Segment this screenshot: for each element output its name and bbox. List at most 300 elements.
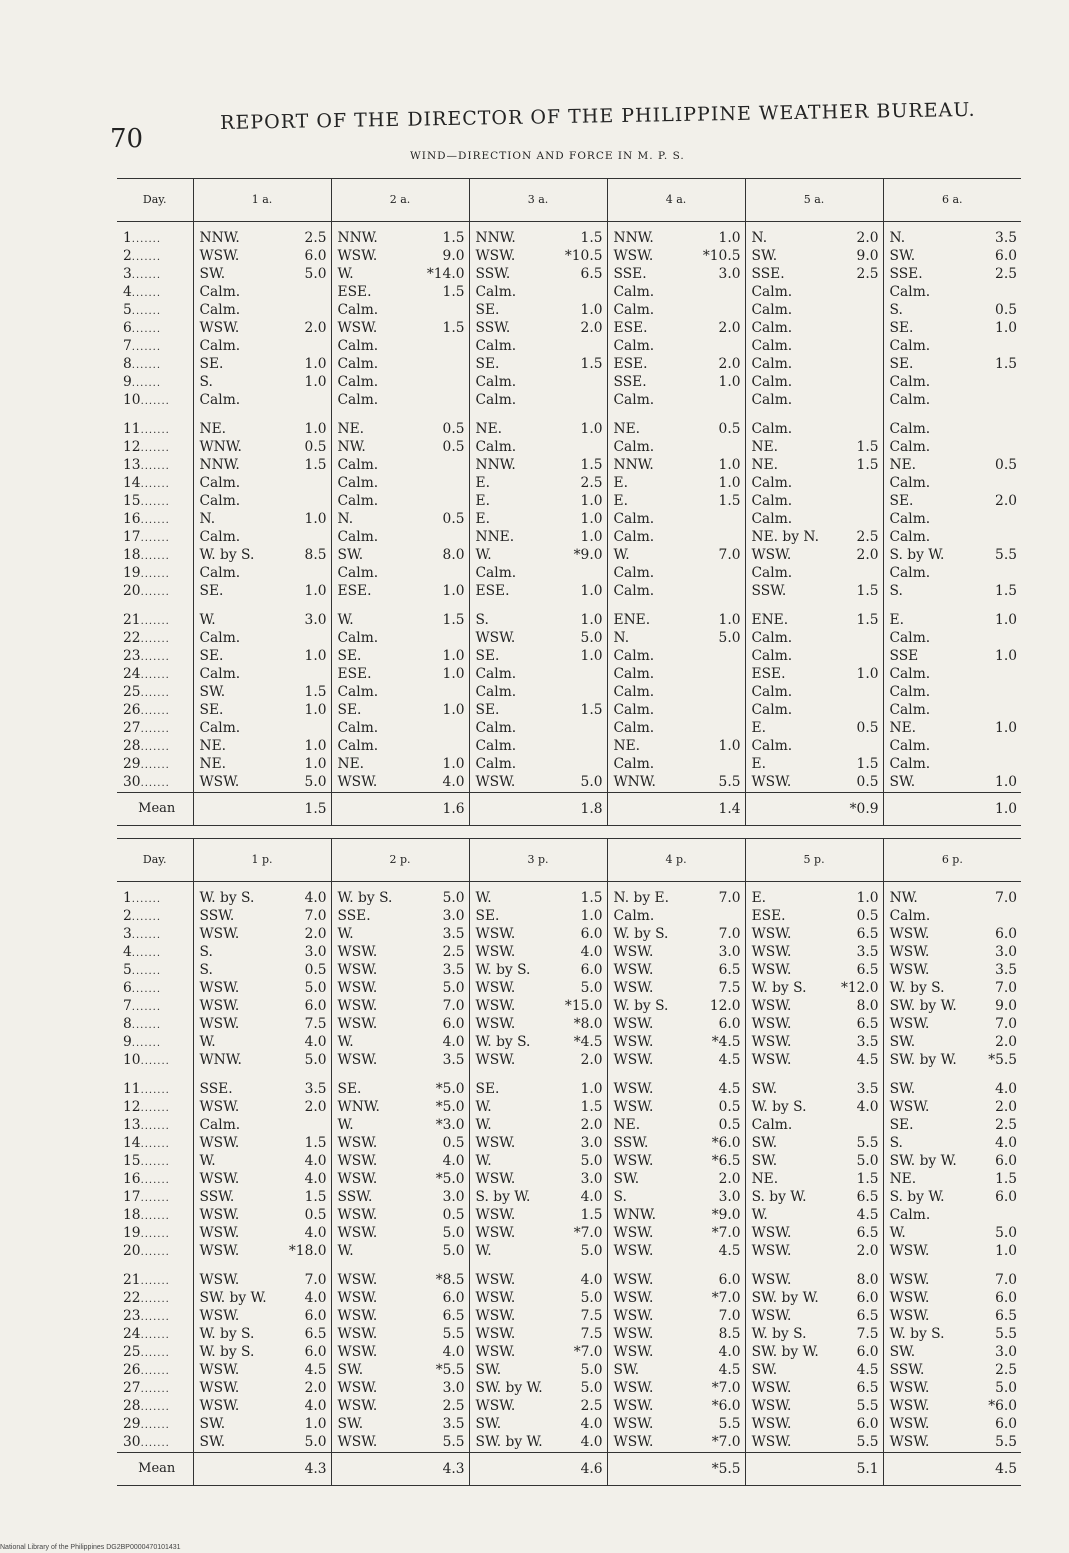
wind-direction: Calm. (883, 738, 971, 756)
wind-force: 4.5 (304, 1362, 327, 1378)
wind-force: 1.0 (995, 1243, 1018, 1259)
day-number: 8 (123, 356, 132, 372)
mean-spacer (883, 1453, 971, 1486)
wind-direction: WSW. (607, 1070, 695, 1099)
wind-force: 1.5 (718, 493, 741, 509)
wind-direction: WSW. (607, 944, 695, 962)
wind-force: 6.0 (442, 1290, 465, 1306)
wind-force: *5.5 (435, 1362, 465, 1378)
wind-force: *15.0 (564, 998, 603, 1014)
wind-direction: N. (193, 511, 281, 529)
wind-force: 5.0 (580, 1243, 603, 1259)
wind-direction: WSW. (331, 1326, 419, 1344)
day-number: 25 (123, 1344, 141, 1360)
wind-direction: WSW. (607, 1326, 695, 1344)
leader-dots: ....... (140, 533, 170, 544)
wind-direction: S. (469, 601, 557, 630)
wind-force (557, 666, 607, 684)
wind-direction: WSW. (469, 1171, 557, 1189)
wind-direction: NE. (193, 738, 281, 756)
day-cell (117, 410, 193, 439)
table-row (117, 302, 1021, 320)
wind-direction: WSW. (607, 1153, 695, 1171)
wind-force: 5.5 (995, 1326, 1018, 1342)
wind-force (833, 284, 883, 302)
wind-direction: SW. (607, 1171, 695, 1189)
table-row (117, 1070, 1021, 1099)
wind-force: 1.0 (995, 320, 1017, 336)
wind-force: 1.5 (442, 284, 465, 300)
leader-dots: ....... (140, 1420, 170, 1431)
wind-direction: SW. (745, 1135, 833, 1153)
day-cell (117, 720, 193, 738)
wind-direction: WSW. (607, 1261, 695, 1290)
wind-direction: WSW. (607, 1052, 695, 1070)
wind-direction: Calm. (883, 374, 971, 392)
table-row (117, 1261, 1021, 1290)
wind-direction: SE. (193, 648, 281, 666)
wind-force: 7.5 (580, 1308, 603, 1324)
wind-force: 7.0 (718, 926, 741, 942)
wind-direction: WSW. (331, 1052, 419, 1070)
wind-direction: WSW. (469, 1344, 557, 1362)
wind-force (281, 338, 331, 356)
wind-direction: ENE. (745, 601, 833, 630)
day-header: Day. (117, 179, 193, 222)
day-cell (117, 392, 193, 410)
wind-force: 2.5 (442, 1398, 465, 1414)
day-cell (117, 666, 193, 684)
wind-direction: Calm. (469, 392, 557, 410)
wind-force (833, 392, 883, 410)
leader-dots: ....... (131, 966, 162, 977)
wind-direction: W. by S. (193, 882, 281, 909)
wind-direction: SSE. (193, 1070, 281, 1099)
wind-direction: SE. (469, 1070, 557, 1099)
mean-spacer (331, 1453, 419, 1486)
wind-direction: Calm. (607, 756, 695, 774)
wind-force: 6.5 (856, 1016, 879, 1032)
day-cell (117, 1261, 193, 1290)
wind-direction: SSW. (469, 266, 557, 284)
day-number: 18 (123, 547, 141, 563)
wind-direction: SSE. (883, 266, 971, 284)
wind-force (971, 666, 1021, 684)
wind-force: 8.5 (718, 1326, 741, 1342)
wind-force (971, 374, 1021, 392)
wind-force (419, 493, 469, 511)
wind-direction: Calm. (607, 702, 695, 720)
wind-force: 7.0 (304, 908, 327, 924)
wind-direction: Calm. (607, 284, 695, 302)
wind-force (971, 511, 1021, 529)
day-cell (117, 1034, 193, 1052)
day-number: 15 (123, 1153, 141, 1169)
wind-direction: W. (469, 1099, 557, 1117)
wind-direction: S. by W. (745, 1189, 833, 1207)
header-row (117, 839, 1021, 882)
wind-force: 4.0 (580, 1272, 603, 1288)
wind-force: 5.0 (442, 1243, 465, 1259)
wind-force: 1.0 (304, 702, 327, 718)
wind-force: *10.5 (564, 248, 603, 264)
wind-direction: E. (469, 493, 557, 511)
wind-force (971, 738, 1021, 756)
leader-dots: ....... (140, 1366, 170, 1377)
day-number: 7 (123, 998, 132, 1014)
table-row (117, 926, 1021, 944)
wind-force: 7.0 (718, 547, 741, 563)
table-row (117, 601, 1021, 630)
mean-value: 1.4 (695, 793, 745, 826)
wind-direction: Calm. (331, 356, 419, 374)
wind-force: 3.0 (718, 944, 741, 960)
wind-force (281, 392, 331, 410)
day-number: 9 (123, 374, 132, 390)
table-row (117, 266, 1021, 284)
wind-direction: WSW. (193, 1380, 281, 1398)
wind-direction: Calm. (607, 338, 695, 356)
wind-force (695, 392, 745, 410)
day-cell (117, 980, 193, 998)
wind-direction: W. by S. (469, 962, 557, 980)
table-row (117, 222, 1021, 249)
wind-force: 4.0 (580, 1416, 603, 1432)
wind-force (557, 756, 607, 774)
day-number: 11 (123, 1081, 141, 1097)
wind-force: 9.0 (856, 248, 879, 264)
day-number: 27 (123, 1380, 141, 1396)
wind-force (419, 720, 469, 738)
day-number: 5 (123, 962, 132, 978)
wind-direction: W. by S. (745, 980, 833, 998)
wind-force: 6.0 (718, 1016, 741, 1032)
wind-direction: S. (883, 1135, 971, 1153)
day-cell (117, 493, 193, 511)
wind-force: 5.5 (995, 1434, 1018, 1450)
wind-direction: Calm. (745, 1117, 833, 1135)
wind-force: 3.5 (442, 1416, 465, 1432)
wind-force: *5.0 (435, 1081, 465, 1097)
wind-force (833, 1117, 883, 1135)
day-number: 12 (123, 1099, 141, 1115)
wind-direction: W. (331, 1243, 419, 1261)
wind-direction: S. (193, 944, 281, 962)
leader-dots: ....... (140, 461, 170, 472)
wind-force: 2.5 (856, 529, 879, 545)
leader-dots: ....... (131, 342, 162, 353)
wind-table-afternoon (117, 838, 1021, 1486)
wind-direction: Calm. (745, 392, 833, 410)
wind-direction: WNW. (607, 774, 695, 793)
wind-direction: SE. (331, 1070, 419, 1099)
wind-direction: Calm. (469, 666, 557, 684)
wind-force: 2.0 (580, 1052, 603, 1068)
wind-direction: WSW. (193, 320, 281, 338)
table-row (117, 529, 1021, 547)
day-number: 9 (123, 1034, 132, 1050)
table-row (117, 684, 1021, 702)
wind-force: 7.5 (304, 1016, 327, 1032)
wind-force: 1.0 (856, 666, 879, 682)
wind-force: 6.5 (856, 962, 879, 978)
wind-force: 3.0 (442, 1380, 465, 1396)
day-number: 16 (123, 511, 141, 527)
wind-direction: Calm. (193, 630, 281, 648)
wind-direction: WSW. (331, 1380, 419, 1398)
wind-force: 1.0 (304, 738, 327, 754)
wind-force: 5.0 (580, 774, 603, 790)
wind-direction: S. (883, 583, 971, 601)
wind-force: 3.5 (442, 962, 465, 978)
wind-force: 4.0 (442, 774, 465, 790)
wind-force: 4.0 (718, 1344, 741, 1360)
wind-force: 6.0 (580, 962, 603, 978)
table-row (117, 1171, 1021, 1189)
wind-force: 5.0 (718, 630, 741, 646)
leader-dots: ....... (140, 587, 170, 598)
wind-force (419, 630, 469, 648)
day-cell (117, 248, 193, 266)
day-cell (117, 1326, 193, 1344)
wind-force: 2.0 (304, 1099, 327, 1115)
wind-force (557, 338, 607, 356)
leader-dots: ....... (140, 396, 170, 407)
wind-force: 1.0 (304, 421, 327, 437)
wind-direction: Calm. (469, 439, 557, 457)
wind-force (419, 338, 469, 356)
day-number: 6 (123, 320, 132, 336)
wind-direction: WSW. (331, 1171, 419, 1189)
wind-direction: Calm. (745, 338, 833, 356)
wind-direction: WSW. (883, 962, 971, 980)
wind-force: 3.0 (304, 944, 327, 960)
day-cell (117, 1380, 193, 1398)
wind-force: 6.5 (995, 1308, 1018, 1324)
wind-direction: ESE. (469, 583, 557, 601)
day-cell (117, 511, 193, 529)
wind-direction: WSW. (883, 1434, 971, 1453)
table-row (117, 457, 1021, 475)
leader-dots: ....... (131, 360, 162, 371)
table-row (117, 980, 1021, 998)
wind-force: 5.0 (442, 980, 465, 996)
wind-force: 0.5 (856, 774, 879, 790)
wind-direction: Calm. (607, 720, 695, 738)
wind-force: 1.0 (718, 457, 741, 473)
wind-force: 2.0 (995, 1099, 1018, 1115)
wind-direction: Calm. (469, 756, 557, 774)
wind-force: *9.0 (711, 1207, 741, 1223)
table-row (117, 320, 1021, 338)
wind-direction: WSW. (331, 944, 419, 962)
wind-direction: WSW. (745, 774, 833, 793)
wind-force (419, 738, 469, 756)
wind-force (971, 439, 1021, 457)
day-cell (117, 1117, 193, 1135)
day-number: 13 (123, 1117, 141, 1133)
wind-direction: W. (469, 1153, 557, 1171)
wind-force: 1.5 (856, 439, 879, 455)
wind-direction: WSW. (883, 1099, 971, 1117)
wind-force: 5.0 (442, 890, 465, 906)
wind-direction: NNW. (469, 222, 557, 249)
wind-force (971, 410, 1021, 439)
day-cell (117, 547, 193, 565)
wind-force: 4.5 (856, 1052, 879, 1068)
wind-force: 8.5 (304, 547, 327, 563)
wind-direction: S. by W. (469, 1189, 557, 1207)
table-row (117, 1034, 1021, 1052)
table-row (117, 1344, 1021, 1362)
wind-force: 5.0 (580, 1362, 603, 1378)
wind-force (833, 738, 883, 756)
mean-spacer (607, 793, 695, 826)
leader-dots: ....... (140, 497, 170, 508)
wind-direction: Calm. (193, 392, 281, 410)
wind-force (833, 475, 883, 493)
wind-force (281, 1117, 331, 1135)
wind-direction: Calm. (469, 338, 557, 356)
wind-direction: ESE. (331, 284, 419, 302)
wind-force: 1.0 (995, 612, 1017, 628)
leader-dots: ....... (140, 1085, 170, 1096)
wind-direction: WSW. (193, 1398, 281, 1416)
wind-direction: SW. (607, 1362, 695, 1380)
wind-force (695, 684, 745, 702)
wind-force: *10.5 (702, 248, 741, 264)
wind-force (971, 756, 1021, 774)
wind-force: 6.0 (442, 1016, 465, 1032)
wind-direction: WSW. (331, 1135, 419, 1153)
wind-force: 3.5 (442, 926, 465, 942)
wind-force (419, 374, 469, 392)
wind-force: 12.0 (709, 998, 741, 1014)
wind-direction: NE. (469, 410, 557, 439)
wind-direction: WSW. (745, 1243, 833, 1261)
day-cell (117, 439, 193, 457)
wind-direction: WSW. (883, 944, 971, 962)
wind-force (695, 756, 745, 774)
wind-force (695, 529, 745, 547)
leader-dots: ....... (140, 479, 170, 490)
leader-dots: ....... (140, 760, 170, 771)
wind-direction: WSW. (193, 1308, 281, 1326)
table-row (117, 284, 1021, 302)
wind-force: 4.0 (304, 1171, 327, 1187)
wind-direction: S. by W. (883, 547, 971, 565)
wind-direction: Calm. (193, 565, 281, 583)
wind-direction: WSW. (469, 1290, 557, 1308)
wind-direction: SW. (193, 266, 281, 284)
wind-force (971, 392, 1021, 410)
wind-force (281, 529, 331, 547)
wind-force: 8.0 (856, 998, 879, 1014)
wind-force (695, 720, 745, 738)
wind-direction: W. by S. (193, 547, 281, 565)
wind-force: 7.5 (718, 980, 741, 996)
wind-direction: WSW. (331, 1434, 419, 1453)
mean-value: 1.8 (557, 793, 607, 826)
wind-force: 1.0 (995, 648, 1017, 664)
wind-force (419, 302, 469, 320)
wind-force: 5.5 (856, 1135, 879, 1151)
wind-direction: WSW. (607, 1416, 695, 1434)
wind-force: 1.0 (304, 1416, 327, 1432)
wind-direction: Calm. (331, 374, 419, 392)
wind-force: 5.0 (580, 980, 603, 996)
day-number: 10 (123, 392, 141, 408)
wind-direction: Calm. (883, 565, 971, 583)
wind-direction: WSW. (331, 1308, 419, 1326)
wind-direction: Calm. (745, 284, 833, 302)
wind-force: 3.5 (856, 944, 879, 960)
wind-force: 1.5 (995, 583, 1017, 599)
wind-direction: NE. (193, 756, 281, 774)
leader-dots: ....... (140, 1294, 170, 1305)
mean-value: 1.5 (281, 793, 331, 826)
page-heading: REPORT OF THE DIRECTOR OF THE PHILIPPINE WEATHER BUREAU. (220, 98, 976, 134)
leader-dots: ....... (140, 616, 170, 627)
wind-direction: Calm. (745, 511, 833, 529)
wind-direction: SW. (193, 684, 281, 702)
wind-force: 6.5 (856, 1189, 879, 1205)
leader-dots: ....... (131, 234, 162, 245)
wind-direction: W. (331, 926, 419, 944)
wind-direction: WSW. (331, 1153, 419, 1171)
leader-dots: ....... (140, 1384, 170, 1395)
wind-force: 6.0 (718, 1272, 741, 1288)
day-cell (117, 583, 193, 601)
day-cell (117, 998, 193, 1016)
wind-direction: WSW. (469, 1225, 557, 1243)
wind-force: 1.5 (304, 457, 327, 473)
day-number: 5 (123, 302, 132, 318)
wind-direction: SE. (883, 320, 971, 338)
day-number: 13 (123, 457, 141, 473)
wind-direction: E. (469, 511, 557, 529)
wind-force: 2.5 (995, 1117, 1018, 1133)
wind-direction: SSE. (331, 908, 419, 926)
day-cell (117, 648, 193, 666)
wind-force: 6.5 (856, 1380, 879, 1396)
wind-force: 1.5 (995, 356, 1017, 372)
wind-force: 2.5 (856, 266, 879, 282)
wind-direction: SW. (745, 1070, 833, 1099)
wind-force: 0.5 (718, 1117, 741, 1133)
wind-force: 6.0 (995, 1290, 1018, 1306)
wind-direction: Calm. (331, 630, 419, 648)
wind-direction: WSW. (883, 1308, 971, 1326)
wind-direction: NE. (331, 410, 419, 439)
wind-force: 3.5 (995, 962, 1018, 978)
wind-direction: SSE. (607, 374, 695, 392)
wind-direction: WSW. (607, 962, 695, 980)
wind-force (833, 493, 883, 511)
wind-direction: WSW. (745, 1225, 833, 1243)
wind-force (833, 410, 883, 439)
day-cell (117, 774, 193, 793)
wind-direction: WSW. (607, 1398, 695, 1416)
wind-direction: WSW. (883, 1290, 971, 1308)
day-number: 2 (123, 908, 132, 924)
leader-dots: ....... (140, 1121, 170, 1132)
wind-force: 2.0 (304, 1380, 327, 1396)
wind-direction: N. (883, 222, 971, 249)
wind-force: 0.5 (442, 511, 465, 527)
wind-direction: Calm. (607, 684, 695, 702)
wind-force (419, 684, 469, 702)
